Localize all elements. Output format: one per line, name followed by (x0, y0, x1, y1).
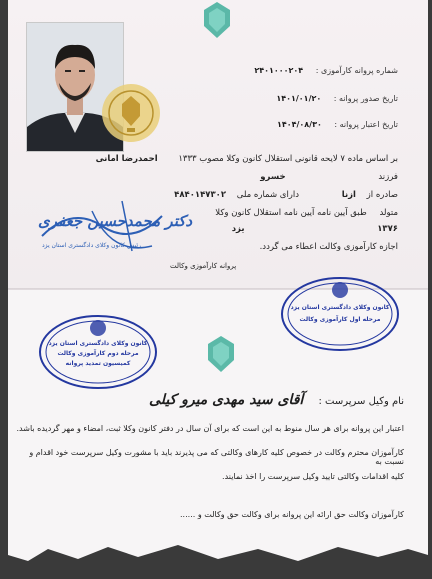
license-number-label: شماره پروانه کارآموزی : (315, 66, 398, 75)
stamp-left-line2: مرحله دوم کارآموزی وکالت (57, 350, 139, 357)
city: یزد (231, 224, 245, 234)
document-sheet (8, 0, 428, 575)
license-number-value: ۲۴۰۱۰۰۰۲۰۴ (254, 66, 304, 75)
supervisor-row (149, 392, 404, 408)
father-row (260, 172, 398, 182)
supervisor-name: آقای سید مهدی میرو کیلی (149, 392, 304, 408)
stamp-left-line1: کانون وکلای دادگستری استان یزد (48, 340, 148, 347)
paragraph-1: اعتبار این پروانه برای هر سال منوط به این است که برای آن سال در دفتر کانون وکلا ثبت، امضاء و مهر گردیده باشد. (16, 424, 404, 433)
birth-year: ۱۳۷۶ (377, 224, 398, 234)
grant-row (260, 242, 398, 252)
grant-text: اجازه کارآموزی وکالت اعطاء می گردد. (259, 242, 398, 252)
issue-date-value: ۱۴۰۱/۰۱/۲۰ (276, 94, 322, 103)
signature-title: رئیس کانون وکلای دادگستری استان یزد (42, 242, 141, 249)
basis-row (96, 154, 398, 164)
year-row (232, 224, 398, 234)
paragraph-2: کارآموزان محترم وکالت در خصوص کلیه کارهای وکالتی که می پذیرند باید با مشورت وکیل سرپرست خود اقدام و نسبت به (29, 448, 404, 466)
stamp-right (280, 276, 400, 352)
expiry-date-row (277, 120, 398, 129)
license-title: پروانه کارآموزی وکالت (170, 262, 237, 270)
born-label: صادره از (366, 190, 398, 200)
stamp-left (38, 314, 158, 390)
id-label: دارای شماره ملی (236, 190, 300, 200)
paragraph-4: کارآموزان وکالت حق ارائه این پروانه برای وکالت حق وکالت و ...... (180, 510, 404, 519)
expiry-date-label: تاریخ اعتبار پروانه : (334, 120, 398, 129)
stamp-left-line3: کمیسیون تمدید پروانه (65, 360, 131, 367)
torn-edge (8, 535, 428, 575)
expiry-date-value: ۱۴۰۴/۰۸/۳۰ (276, 120, 322, 129)
gold-seal-icon (100, 82, 162, 144)
teal-emblem-icon (200, 0, 234, 40)
issue-date-label: تاریخ صدور پروانه : (333, 94, 398, 103)
stamp-right-line1: کانون وکلای دادگستری استان یزد (290, 304, 390, 311)
teal-emblem-icon (204, 334, 238, 374)
father-name: خسرو (260, 172, 286, 182)
full-name: احمدرضا امانی (95, 154, 158, 164)
signature-name: دکتر محمدحسین جعفری (38, 212, 193, 230)
born-place: ازنا (341, 190, 356, 200)
birth-row (215, 208, 398, 218)
father-label: فرزند (378, 172, 398, 182)
birth-label: متولد (379, 208, 398, 218)
issue-date-row (276, 94, 398, 103)
supervisor-label: نام وکیل سرپرست : (318, 396, 404, 407)
basis-text: بر اساس ماده ۷ لایحه قانونی استقلال کانون وکلا مصوب ۱۳۳۳ (178, 154, 398, 164)
regulation-text: طبق آیین نامه آیین نامه استقلال کانون وکلا (215, 208, 367, 218)
stamp-right-line2: مرحله اول کارآموزی وکالت (299, 316, 381, 323)
id-row (174, 190, 398, 200)
license-number-row (254, 66, 398, 75)
national-id: ۴۸۴۰۱۴۷۳۰۲ (174, 190, 227, 200)
paragraph-3: کلیه اقدامات وکالتی تایید وکیل سرپرست را اخذ نمایند. (222, 472, 404, 481)
